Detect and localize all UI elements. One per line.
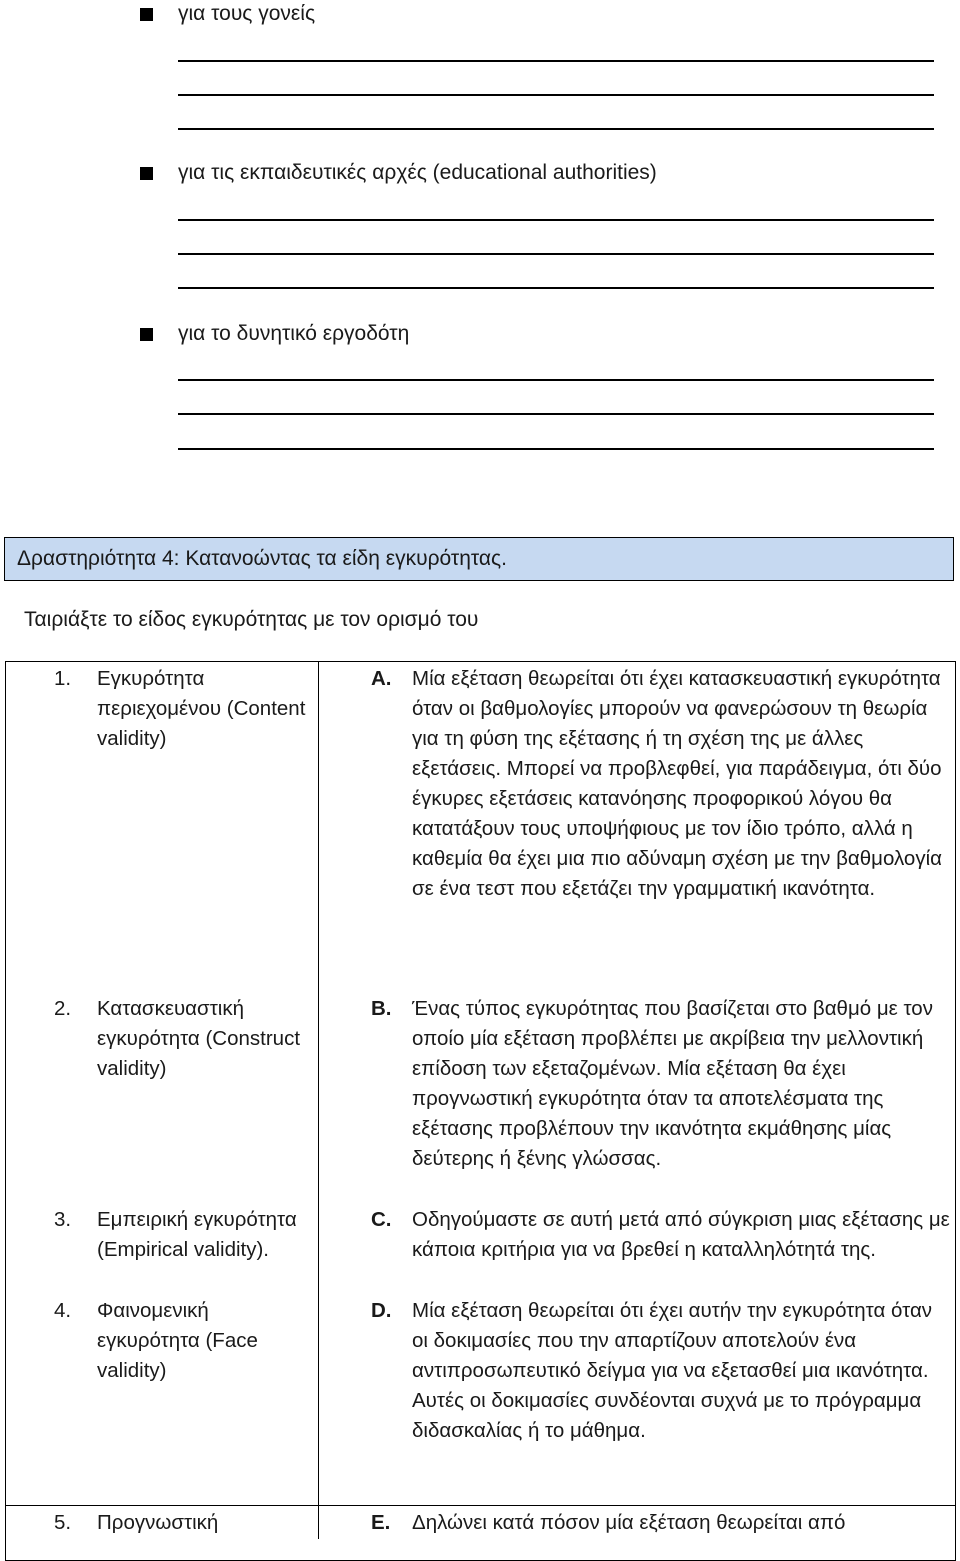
definition-text: Ένας τύπος εγκυρότητας που βασίζεται στο βαθμό με τον οποίο μία εξέταση προβλέπει με ακρίβεια την μελλοντική επίδοση των εξεταζομένων. Μία εξέταση θα έχει προγνωστική εγκυρότητα όταν τα αποτελέσματα της εξέτασης προβλέπουν την ικανότητα εκμάθησης μίας δεύτερης ή ξένης γλώσσας. xyxy=(412,997,933,1170)
validity-type-5 xyxy=(54,1508,309,1538)
item-number: 4. xyxy=(54,1299,72,1322)
item-label: Εμπειρική εγκυρότητα (Empirical validity). xyxy=(97,1208,297,1261)
validity-type-3 xyxy=(54,1205,309,1295)
activity-title: Δραστηριότητα 4: Κατανοώντας τα είδη εγκυρότητας. xyxy=(17,547,507,570)
definition-text: Δηλώνει κατά πόσον μία εξέταση θεωρείται από xyxy=(412,1511,846,1534)
item-number: 3. xyxy=(54,1208,72,1231)
bullet-label: για τους γονείς xyxy=(178,2,316,25)
answer-line[interactable] xyxy=(178,448,934,450)
square-bullet-icon xyxy=(140,8,153,21)
activity-heading xyxy=(4,537,954,581)
answer-line[interactable] xyxy=(178,128,934,130)
answer-line[interactable] xyxy=(178,379,934,381)
row-divider xyxy=(5,1505,956,1506)
definition-text: Μία εξέταση θεωρείται ότι έχει κατασκευαστική εγκυρότητα όταν οι βαθμολογίες μπορούν να φανερώσουν τη θεωρία για τη φύση της εξέτασης ή τη σχέση της με άλλες εξετάσεις. Μπορεί να προβλεφθεί, για παράδειγμα, ότι δύο έγκυρες εξετάσεις κατανόησης προφορικού λόγου θα κατατάξουν τους υποψήφιους με τον ίδιο τρόπο, αλλά η καθεμία θα έχει μια πιο αδύναμη σχέση με την βαθμολογία σε ένα τεστ που εξετάζει την γραμματική ικανότητα. xyxy=(412,667,942,900)
item-number: 2. xyxy=(54,997,72,1020)
item-label: Προγνωστική xyxy=(97,1511,219,1534)
item-label: Εγκυρότητα περιεχομένου (Content validity) xyxy=(97,667,306,750)
answer-line[interactable] xyxy=(178,94,934,96)
definition-text: Οδηγούμαστε σε αυτή μετά από σύγκριση μιας εξέτασης με κάποια κριτήρια για να βρεθεί η καταλληλότητά της. xyxy=(412,1208,950,1261)
definition-letter: E. xyxy=(371,1511,391,1534)
definition-text: Μία εξέταση θεωρείται ότι έχει αυτήν την εγκυρότητα όταν οι δοκιμασίες που την απαρτίζουν αποτελούν ένα αντιπροσωπευτικό δείγμα για να εξετασθεί μια ικανότητα. Αυτές οι δοκιμασίες συνδέονται συχνά με το πρόγραμμα διδασκαλίας ή το μάθημα. xyxy=(412,1299,933,1442)
answer-line[interactable] xyxy=(178,287,934,289)
answer-line[interactable] xyxy=(178,60,934,62)
answer-line[interactable] xyxy=(178,413,934,415)
square-bullet-icon xyxy=(140,167,153,180)
instruction-text: Ταιριάξτε το είδος εγκυρότητας με τον ορισμό του xyxy=(24,608,479,631)
column-divider xyxy=(318,661,319,1539)
answer-line[interactable] xyxy=(178,219,934,221)
item-number: 1. xyxy=(54,667,72,690)
bullet-label: για το δυνητικό εργοδότη xyxy=(178,322,410,345)
item-label: Κατασκευαστική εγκυρότητα (Construct validity) xyxy=(97,997,301,1080)
validity-type-4 xyxy=(54,1296,309,1386)
definition-letter: B. xyxy=(371,997,392,1020)
definition-letter: D. xyxy=(371,1299,392,1322)
validity-type-2 xyxy=(54,994,309,1084)
square-bullet-icon xyxy=(140,328,153,341)
definition-letter: C. xyxy=(371,1208,392,1231)
item-number: 5. xyxy=(54,1511,72,1534)
item-label: Φαινομενική εγκυρότητα (Face validity) xyxy=(97,1299,258,1382)
bullet-label: για τις εκπαιδευτικές αρχές (educational authorities) xyxy=(178,161,657,184)
definition-letter: A. xyxy=(371,667,392,690)
validity-type-1 xyxy=(54,664,309,754)
answer-line[interactable] xyxy=(178,253,934,255)
